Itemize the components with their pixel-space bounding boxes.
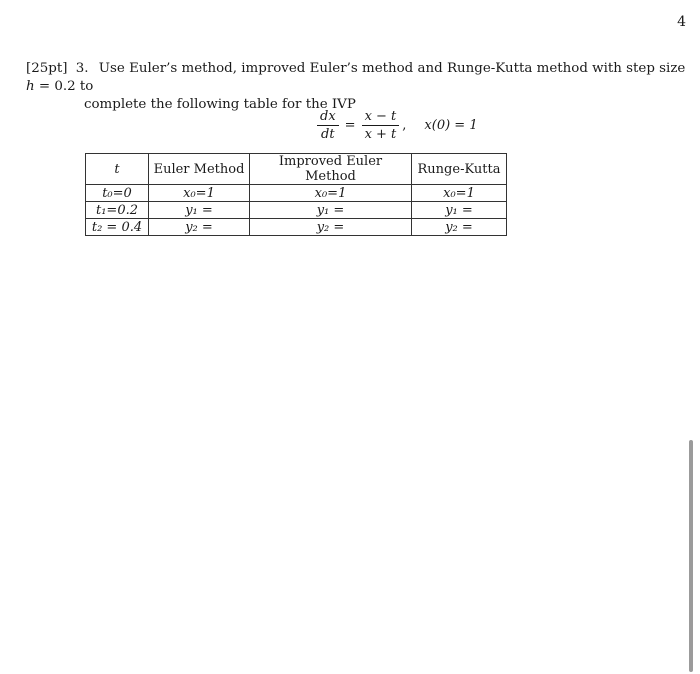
initial-condition: x(0) = 1 <box>424 118 478 133</box>
header-runge-kutta: Runge-Kutta <box>412 154 507 185</box>
equals-sign: = <box>344 118 356 133</box>
cell-t: t₁=0.2 <box>86 202 149 219</box>
cell-improved: y₁ = <box>250 202 412 219</box>
equation-comma: , <box>402 118 407 133</box>
cell-rk: y₁ = <box>412 202 507 219</box>
rhs-fraction <box>362 109 400 142</box>
table-row <box>86 202 507 219</box>
cell-t: t₂ = 0.4 <box>86 219 149 236</box>
header-t: t <box>86 154 149 185</box>
cell-improved: y₂ = <box>250 219 412 236</box>
derivative-denominator: dt <box>321 127 335 142</box>
step-variable: h <box>26 79 35 94</box>
table-row <box>86 219 507 236</box>
problem-text-line1: Use Euler’s method, improved Euler’s method and Runge-Kutta method with step size <box>98 61 686 76</box>
cell-euler: y₂ = <box>149 219 250 236</box>
page-number: 4 <box>677 14 686 30</box>
problem-number: 3. <box>75 61 89 76</box>
ivp-equation <box>314 109 478 142</box>
header-improved-euler: Improved Euler Method <box>250 154 412 185</box>
derivative-fraction <box>317 109 339 142</box>
table-row <box>86 185 507 202</box>
vertical-scrollbar[interactable] <box>689 440 693 672</box>
header-euler: Euler Method <box>149 154 250 185</box>
rhs-denominator: x + t <box>364 127 397 142</box>
problem-text-line2: complete the following table for the IVP <box>84 97 356 112</box>
problem-statement <box>26 60 694 114</box>
cell-improved: x₀=1 <box>250 185 412 202</box>
cell-rk: x₀=1 <box>412 185 507 202</box>
cell-euler: x₀=1 <box>149 185 250 202</box>
derivative-numerator: dx <box>317 109 339 126</box>
cell-rk: y₂ = <box>412 219 507 236</box>
cell-euler: y₁ = <box>149 202 250 219</box>
cell-t: t₀=0 <box>86 185 149 202</box>
step-equation: = 0.2 to <box>34 79 94 94</box>
table-header-row <box>86 154 507 185</box>
problem-points: [25pt] <box>26 61 68 76</box>
rhs-numerator: x − t <box>362 109 400 126</box>
results-table <box>85 153 507 236</box>
